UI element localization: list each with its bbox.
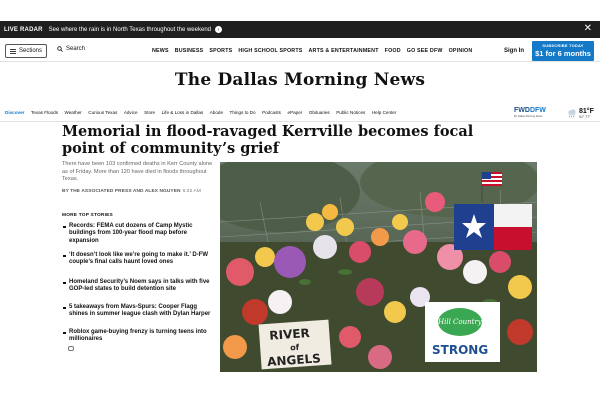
memorial-photo-illustration bbox=[220, 162, 537, 372]
subnav-things-to-do[interactable]: Things to Do bbox=[229, 110, 256, 115]
subnav-curious-texas[interactable]: Curious Texas bbox=[88, 110, 118, 115]
subnav-texas-floods[interactable]: Texas Floods bbox=[30, 110, 58, 115]
nav-link-high-school-sports[interactable]: HIGH SCHOOL SPORTS bbox=[238, 48, 303, 54]
story-link[interactable]: ‘It doesn’t look like we’re going to make it.’ D-FW couple’s final calls haunt loved ones bbox=[62, 252, 214, 267]
nav-link-business[interactable]: BUSINESS bbox=[174, 48, 204, 54]
nav-link-go-see-dfw[interactable]: GO SEE DFW bbox=[406, 48, 443, 54]
subnav-help-center[interactable]: Help Center bbox=[371, 110, 397, 115]
weather-readout bbox=[579, 108, 594, 119]
byline-time: 6:22 AM bbox=[182, 189, 201, 194]
sign-left-line1: RIVER bbox=[268, 325, 311, 343]
fwd-text: FWD bbox=[514, 107, 530, 114]
texas-flag-illustration bbox=[454, 204, 532, 250]
live-radar-message[interactable]: See where the rain is in North Texas throughout the weekend bbox=[48, 26, 211, 33]
subnav-store[interactable]: Store bbox=[144, 110, 156, 115]
sub-nav-links bbox=[5, 110, 396, 115]
live-radar-label: LIVE RADAR bbox=[4, 26, 43, 33]
nav-link-arts-entertainment[interactable]: ARTS & ENTERTAINMENT bbox=[308, 48, 379, 54]
sub-navigation bbox=[0, 104, 600, 122]
subscribe-button[interactable] bbox=[532, 41, 594, 61]
sign-in-link[interactable]: Sign In bbox=[504, 48, 524, 54]
subnav-obituaries[interactable]: Obituaries bbox=[308, 110, 330, 115]
comment-icon[interactable] bbox=[68, 346, 74, 351]
sign-left-line3: ANGELS bbox=[266, 351, 322, 369]
close-icon[interactable]: ✕ bbox=[583, 23, 592, 34]
sign-right-bottom: STRONG bbox=[432, 343, 489, 357]
byline-authors: BY THE ASSOCIATED PRESS AND ALEX NGUYEN bbox=[62, 189, 181, 194]
story-link[interactable]: Homeland Security’s Noem says in talks with five GOP-led states to build detention site bbox=[62, 279, 214, 294]
top-navigation bbox=[0, 40, 600, 62]
sections-label: Sections bbox=[19, 48, 43, 54]
live-radar-bar[interactable] bbox=[0, 21, 600, 38]
arrow-right-icon[interactable]: › bbox=[215, 26, 222, 33]
masthead-logo[interactable]: The Dallas Morning News bbox=[174, 70, 426, 90]
article-byline bbox=[62, 189, 201, 194]
subscribe-line2: $1 for 6 months bbox=[535, 49, 591, 58]
subscribe-line1: SUBSCRIBE TODAY bbox=[542, 43, 584, 48]
nav-link-sports[interactable]: SPORTS bbox=[209, 48, 233, 54]
fwd-dfw-logo[interactable] bbox=[514, 107, 546, 114]
subnav-life-loss[interactable]: Life & Loss in Dallas bbox=[161, 110, 204, 115]
hill-country-strong-sign bbox=[425, 302, 500, 362]
story-link[interactable]: Records: FEMA cut dozens of Camp Mystic buildings from 100-year flood map before expansion bbox=[62, 223, 214, 245]
subnav-public-notices[interactable]: Public Notices bbox=[336, 110, 366, 115]
story-link[interactable]: Roblox game-buying frenzy is turning teens into millionaires bbox=[62, 329, 214, 344]
fwd-dfw-subtitle: By Dallas Morning News bbox=[514, 115, 543, 118]
sign-right-top: Hill Country bbox=[438, 318, 482, 326]
dfw-text: DFW bbox=[529, 107, 546, 114]
subnav-discover[interactable]: Discover bbox=[5, 110, 25, 115]
story-link[interactable]: 5 takeaways from Mavs-Spurs: Cooper Flagg shines in summer league clash with Dylan Harper bbox=[62, 304, 214, 319]
article-summary: There have been 103 confirmed deaths in Kerr County alone as of Friday. More than 120 have died in floods throughout Texas. bbox=[62, 161, 213, 182]
rain-cloud-icon bbox=[567, 109, 577, 118]
sign-left-line2: of bbox=[289, 342, 300, 353]
subnav-weather[interactable]: Weather bbox=[64, 110, 82, 115]
menu-icon bbox=[10, 49, 16, 54]
weather-temp: 81°F bbox=[579, 108, 594, 115]
weather-widget[interactable] bbox=[567, 108, 594, 119]
sections-button[interactable] bbox=[5, 44, 47, 58]
section-links bbox=[152, 48, 472, 54]
river-of-angels-sign bbox=[259, 320, 332, 370]
nav-link-food[interactable]: FOOD bbox=[384, 48, 401, 54]
article-photo[interactable] bbox=[220, 162, 537, 372]
subnav-epaper[interactable]: ePaper bbox=[287, 110, 303, 115]
search-icon bbox=[57, 46, 63, 52]
search-button[interactable] bbox=[57, 46, 85, 52]
subnav-advice[interactable]: Advice bbox=[123, 110, 138, 115]
subnav-podcasts[interactable]: Podcasts bbox=[262, 110, 281, 115]
subnav-abode[interactable]: Abode bbox=[209, 110, 224, 115]
search-label: Search bbox=[66, 46, 86, 52]
nav-link-news[interactable]: NEWS bbox=[152, 48, 169, 54]
weather-hilo: 91° 77° bbox=[579, 115, 591, 119]
article-headline[interactable]: Memorial in flood-ravaged Kerrville becomes focal point of community’s grief bbox=[62, 123, 474, 157]
nav-link-opinion[interactable]: OPINION bbox=[448, 48, 473, 54]
more-top-stories-title: MORE TOP STORIES bbox=[62, 213, 113, 218]
